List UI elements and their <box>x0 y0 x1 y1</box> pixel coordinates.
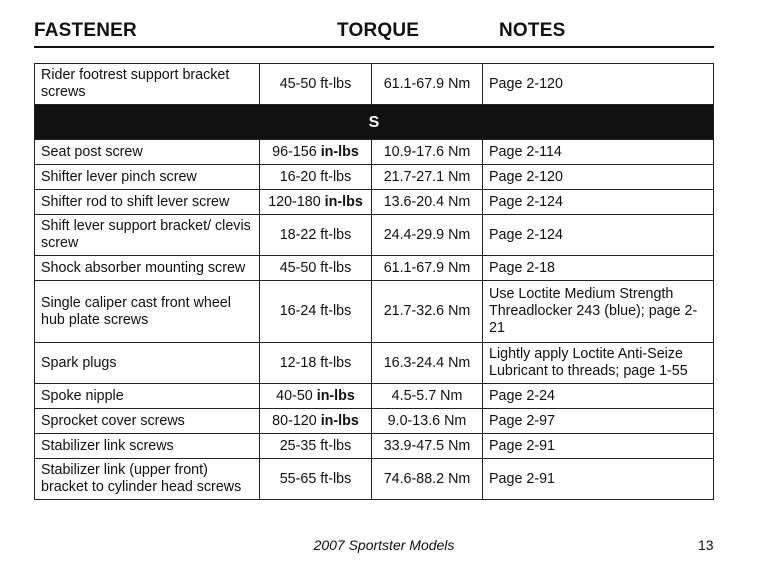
torque-value: 80-120 <box>272 412 317 429</box>
table-row <box>35 256 714 281</box>
fastener-cell <box>35 409 260 434</box>
torque-value: 96-156 <box>272 143 317 160</box>
metric-value: 21.7-27.1 Nm <box>383 168 471 185</box>
section-header-row <box>35 105 714 140</box>
torque-cell <box>260 384 372 409</box>
metric-value: 74.6-88.2 Nm <box>383 470 471 487</box>
torque-table <box>34 63 714 500</box>
fastener-name: Shifter rod to shift lever screw <box>41 193 230 210</box>
metric-cell <box>372 281 483 343</box>
torque-unit: ft-lbs <box>320 354 352 371</box>
torque-value: 40-50 <box>276 387 313 404</box>
torque-cell <box>260 343 372 384</box>
torque-unit: ft-lbs <box>320 168 352 185</box>
table-row <box>35 140 714 165</box>
section-letter: S <box>35 105 714 140</box>
notes-cell <box>483 165 714 190</box>
notes-text: Page 2-124 <box>489 226 563 243</box>
notes-cell <box>483 215 714 256</box>
fastener-name: Shifter lever pinch screw <box>41 168 197 185</box>
notes-text: Page 2-124 <box>489 193 563 210</box>
torque-value: 45-50 <box>279 75 317 92</box>
fastener-name: Spark plugs <box>41 354 117 371</box>
torque-unit: in-lbs <box>316 387 355 404</box>
notes-cell <box>483 434 714 459</box>
table-row <box>35 281 714 343</box>
fastener-cell <box>35 434 260 459</box>
metric-value: 24.4-29.9 Nm <box>383 226 471 243</box>
notes-text: Page 2-114 <box>489 143 562 160</box>
metric-value: 13.6-20.4 Nm <box>383 193 471 210</box>
torque-unit: ft-lbs <box>320 437 352 454</box>
footer-title: 2007 Sportster Models <box>313 537 455 553</box>
torque-unit: ft-lbs <box>320 75 352 92</box>
notes-text: Page 2-91 <box>489 470 555 487</box>
fastener-cell <box>35 190 260 215</box>
table-row <box>35 384 714 409</box>
torque-cell <box>260 281 372 343</box>
metric-value: 9.0-13.6 Nm <box>387 412 467 429</box>
torque-value: 25-35 <box>279 437 317 454</box>
torque-cell <box>260 459 372 500</box>
fastener-cell <box>35 140 260 165</box>
notes-cell <box>483 409 714 434</box>
torque-cell <box>260 215 372 256</box>
metric-value: 16.3-24.4 Nm <box>383 354 471 371</box>
fastener-name: Rider footrest support bracket screws <box>41 67 230 100</box>
metric-cell <box>372 215 483 256</box>
fastener-cell <box>35 215 260 256</box>
metric-cell <box>372 256 483 281</box>
metric-value: 4.5-5.7 Nm <box>391 387 463 404</box>
metric-cell <box>372 409 483 434</box>
fastener-cell <box>35 343 260 384</box>
table-row <box>35 343 714 384</box>
torque-unit: in-lbs <box>324 193 363 210</box>
table-row <box>35 64 714 105</box>
notes-text: Lightly apply Loctite Anti-Seize Lubricant to threads; page 1-55 <box>489 346 688 379</box>
table-row <box>35 459 714 500</box>
torque-unit: ft-lbs <box>320 470 352 487</box>
torque-cell <box>260 165 372 190</box>
metric-cell <box>372 384 483 409</box>
table-row <box>35 190 714 215</box>
metric-cell <box>372 459 483 500</box>
table-row <box>35 215 714 256</box>
torque-cell <box>260 64 372 105</box>
metric-cell <box>372 64 483 105</box>
torque-value: 16-20 <box>279 168 317 185</box>
column-header-notes: NOTES <box>499 20 566 41</box>
fastener-cell <box>35 64 260 105</box>
notes-cell <box>483 140 714 165</box>
torque-cell <box>260 256 372 281</box>
metric-value: 10.9-17.6 Nm <box>383 143 471 160</box>
torque-value: 16-24 <box>279 303 317 319</box>
notes-text: Page 2-18 <box>489 259 555 276</box>
fastener-name: Shock absorber mounting screw <box>41 259 246 276</box>
column-header-fastener: FASTENER <box>34 20 137 41</box>
notes-text: Page 2-120 <box>489 75 563 92</box>
torque-value: 18-22 <box>279 226 317 243</box>
metric-cell <box>372 343 483 384</box>
torque-unit: in-lbs <box>320 412 359 429</box>
fastener-name: Single caliper cast front wheel hub plate screws <box>41 294 231 328</box>
torque-cell <box>260 434 372 459</box>
column-header-torque: TORQUE <box>337 20 420 41</box>
torque-unit: ft-lbs <box>320 303 352 319</box>
metric-value: 21.7-32.6 Nm <box>383 303 471 319</box>
metric-value: 61.1-67.9 Nm <box>383 75 471 92</box>
notes-cell <box>483 281 714 343</box>
page-number: 13 <box>698 537 714 553</box>
metric-cell <box>372 140 483 165</box>
torque-value: 55-65 <box>279 470 317 487</box>
torque-cell <box>260 190 372 215</box>
notes-text: Use Loctite Medium Strength Threadlocker 243 (blue); page 2-21 <box>489 286 698 336</box>
notes-cell <box>483 343 714 384</box>
fastener-name: Spoke nipple <box>41 387 124 404</box>
fastener-name: Stabilizer link screws <box>41 437 174 454</box>
torque-unit: ft-lbs <box>320 259 352 276</box>
fastener-name: Seat post screw <box>41 143 143 160</box>
table-row <box>35 165 714 190</box>
metric-cell <box>372 165 483 190</box>
metric-value: 61.1-67.9 Nm <box>383 259 471 276</box>
torque-value: 45-50 <box>279 259 317 276</box>
metric-cell <box>372 190 483 215</box>
torque-value: 120-180 <box>268 193 321 210</box>
notes-cell <box>483 384 714 409</box>
fastener-name: Stabilizer link (upper front) bracket to cylinder head screws <box>41 462 242 495</box>
fastener-cell <box>35 459 260 500</box>
notes-text: Page 2-91 <box>489 437 555 454</box>
notes-cell <box>483 190 714 215</box>
notes-text: Page 2-97 <box>489 412 555 429</box>
metric-cell <box>372 434 483 459</box>
torque-value: 12-18 <box>279 354 317 371</box>
notes-cell <box>483 459 714 500</box>
table-row <box>35 409 714 434</box>
fastener-cell <box>35 256 260 281</box>
notes-text: Page 2-24 <box>489 387 555 404</box>
metric-value: 33.9-47.5 Nm <box>383 437 471 454</box>
torque-unit: ft-lbs <box>320 226 352 243</box>
notes-cell <box>483 256 714 281</box>
notes-text: Page 2-120 <box>489 168 563 185</box>
fastener-cell <box>35 165 260 190</box>
table-row <box>35 434 714 459</box>
fastener-cell <box>35 281 260 343</box>
torque-cell <box>260 409 372 434</box>
header-divider <box>34 46 714 48</box>
torque-cell <box>260 140 372 165</box>
fastener-name: Shift lever support bracket/ clevis screw <box>41 218 251 251</box>
notes-cell <box>483 64 714 105</box>
torque-unit: in-lbs <box>320 143 359 160</box>
fastener-name: Sprocket cover screws <box>41 412 185 429</box>
fastener-cell <box>35 384 260 409</box>
